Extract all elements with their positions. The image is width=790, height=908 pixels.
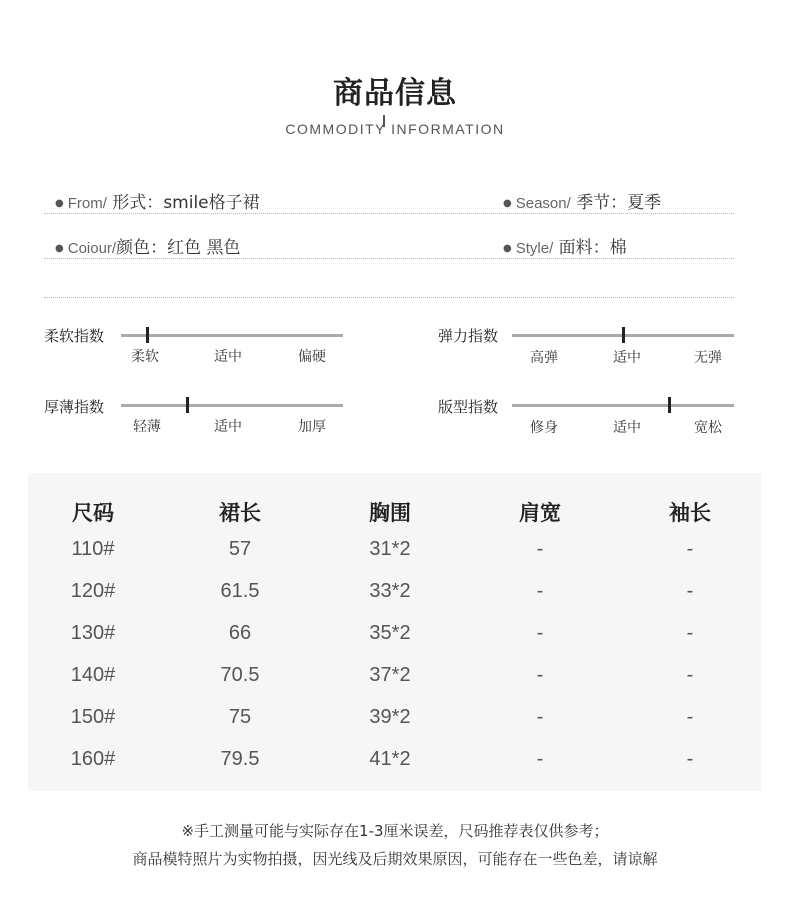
index-tick: 无弹 — [694, 350, 722, 366]
table-cell: 33*2 — [369, 580, 411, 602]
index-marker-softness — [146, 327, 149, 343]
info-en-label: From/ — [67, 195, 107, 212]
index-tick: 高弹 — [530, 350, 558, 366]
index-tick: 加厚 — [298, 419, 326, 435]
table-cell: 75 — [228, 706, 252, 728]
note-color: 商品模特照片为实物拍摄，因光线及后期效果原因，可能存在一些色差，请谅解 — [132, 850, 658, 868]
table-cell: - — [686, 622, 694, 644]
dotted-divider — [44, 297, 734, 298]
bullet-icon: ● — [503, 197, 512, 209]
table-header-cell: 尺码 — [72, 501, 114, 525]
table-cell: 61.5 — [220, 580, 260, 602]
info-en-label: Season/ — [515, 195, 571, 212]
info-from — [55, 188, 260, 213]
bullet-icon: ● — [55, 197, 64, 209]
table-cell: 140# — [70, 664, 116, 686]
table-header-cell: 袖长 — [669, 501, 711, 525]
table-cell: 41*2 — [369, 748, 411, 770]
index-tick: 修身 — [530, 420, 558, 436]
index-tick: 轻薄 — [133, 419, 161, 435]
index-tick: 偏硬 — [298, 349, 326, 365]
index-track-thickness — [121, 404, 343, 407]
index-label-elasticity: 弹力指数 — [438, 327, 499, 345]
index-tick: 适中 — [613, 420, 641, 436]
table-cell: - — [536, 664, 544, 686]
table-cell: 160# — [70, 748, 116, 770]
note-measurement: ※手工测量可能与实际存在1-3厘米误差，尺码推荐表仅供参考； — [181, 822, 609, 840]
index-track-softness — [121, 334, 343, 337]
table-cell: 31*2 — [369, 538, 411, 560]
table-cell: - — [536, 538, 544, 560]
table-cell: - — [686, 538, 694, 560]
page-subtitle: COMMODITY INFORMATION — [285, 121, 505, 137]
info-cn-label: 面料： — [558, 238, 610, 258]
index-label-thickness: 厚薄指数 — [44, 398, 105, 416]
bullet-icon: ● — [503, 242, 512, 254]
table-header-cell: 裙长 — [219, 501, 261, 525]
info-value: 红色 黑色 — [167, 238, 241, 258]
table-cell: 57 — [228, 538, 252, 560]
table-cell: - — [536, 580, 544, 602]
table-cell: 120# — [70, 580, 116, 602]
table-cell: 39*2 — [369, 706, 411, 728]
table-cell: 130# — [70, 622, 116, 644]
info-style — [503, 233, 627, 258]
info-en-label: Style/ — [515, 240, 554, 257]
info-cn-label: 季节： — [576, 193, 628, 213]
table-cell: 35*2 — [369, 622, 411, 644]
table-cell: 79.5 — [220, 748, 260, 770]
info-en-label: Coiour/ — [67, 240, 117, 257]
info-value: smile格子裙 — [163, 193, 260, 213]
info-colour — [55, 233, 241, 258]
index-marker-elasticity — [622, 327, 625, 343]
info-season — [503, 188, 661, 213]
table-cell: - — [536, 748, 544, 770]
index-track-fit — [512, 404, 734, 407]
index-tick: 适中 — [214, 419, 242, 435]
index-label-fit: 版型指数 — [438, 398, 499, 416]
table-cell: - — [686, 580, 694, 602]
info-cn-label: 颜色： — [116, 238, 168, 258]
table-cell: 37*2 — [369, 664, 411, 686]
index-tick: 宽松 — [694, 420, 722, 436]
index-track-elasticity — [512, 334, 734, 337]
table-cell: 70.5 — [220, 664, 260, 686]
info-value: 夏季 — [627, 193, 662, 213]
table-header-cell: 肩宽 — [519, 501, 561, 525]
table-cell: - — [686, 664, 694, 686]
index-tick: 适中 — [214, 349, 242, 365]
table-cell: - — [686, 748, 694, 770]
dotted-divider — [44, 213, 734, 214]
table-cell: - — [536, 706, 544, 728]
table-cell: 66 — [228, 622, 252, 644]
info-value: 棉 — [609, 238, 627, 258]
index-marker-thickness — [186, 397, 189, 413]
table-cell: 110# — [71, 538, 115, 560]
index-tick: 柔软 — [131, 349, 159, 365]
table-cell: - — [536, 622, 544, 644]
index-tick: 适中 — [613, 350, 641, 366]
info-cn-label: 形式： — [112, 193, 164, 213]
table-cell: 150# — [70, 706, 116, 728]
index-marker-fit — [668, 397, 671, 413]
table-header-cell: 胸围 — [369, 501, 411, 525]
dotted-divider — [44, 258, 734, 259]
bullet-icon: ● — [55, 242, 64, 254]
index-label-softness: 柔软指数 — [44, 327, 105, 345]
page-title: 商品信息 — [333, 76, 457, 111]
table-cell: - — [686, 706, 694, 728]
